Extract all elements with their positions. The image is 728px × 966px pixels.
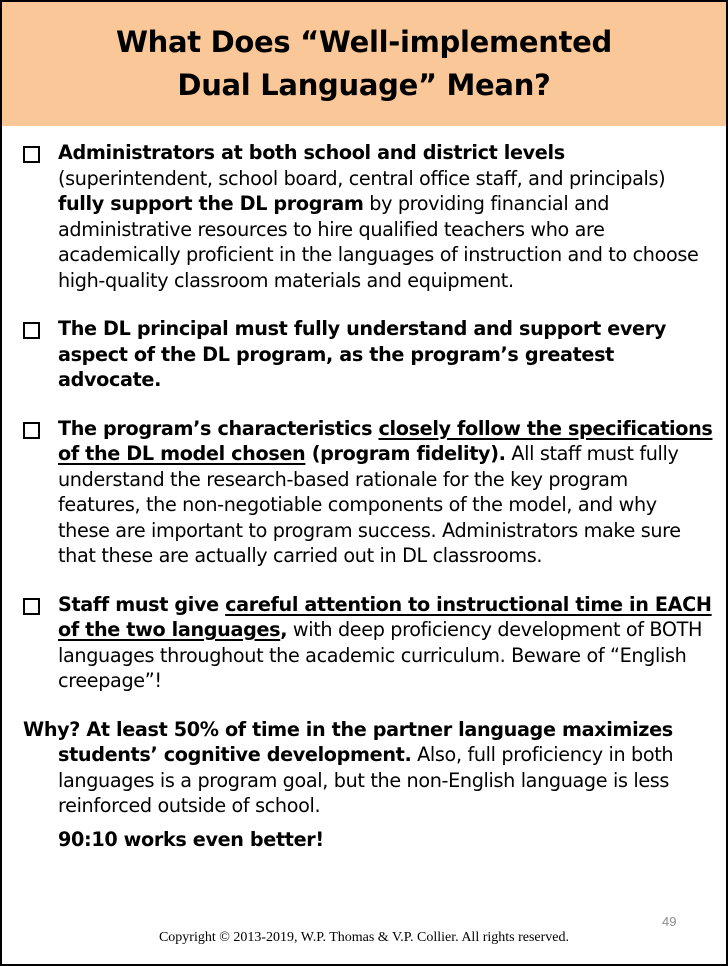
title-banner <box>2 2 726 126</box>
bullet-bold-text: fully support the DL program <box>58 192 364 215</box>
why-bold-text: Why? At least 50% of time in the partner language maximizes students’ cognitive development. <box>23 717 673 766</box>
bullet-text: All staff must fully understand the research-based rationale for the key program features, the non-negotiable components of the model, and why these are important to program success. Administrators make sure that these are actually carried out in DL classrooms. <box>58 442 681 567</box>
bullet-item <box>2 140 726 293</box>
copyright-notice: Copyright © 2013-2019, W.P. Thomas & V.P. Collier. All rights reserved. <box>158 930 570 945</box>
bullet-bold-text: The DL principal must fully understand and support every aspect of the DL program, as the program’s greatest advocate. <box>58 317 666 391</box>
bullet-text: by providing financial and administrative resources to hire qualified teachers who are academically proficient in the languages of instruction and to choose high-quality classroom materials and equipment. <box>58 192 699 292</box>
bullet-bold-text: The program’s characteristics <box>58 416 379 440</box>
title-line-1: What Does “Well-implemented <box>115 25 613 59</box>
checkbox-bullet-icon <box>23 322 40 339</box>
checkbox-bullet-icon <box>23 422 40 439</box>
page-number: 49 <box>662 914 677 929</box>
title-line-2: Dual Language” Mean? <box>177 68 551 102</box>
checkbox-bullet-icon <box>23 146 40 163</box>
why-text: Also, full proficiency in both languages is a program goal, but the non-English language is less reinforced outside of school. <box>58 743 674 817</box>
bullet-bold-text: Staff must give <box>58 592 226 616</box>
slide-body <box>2 140 726 852</box>
bullet-bold-text: Administrators at both school and district levels <box>58 141 565 164</box>
ratio-callout: 90:10 works even better! <box>58 827 324 851</box>
bullet-text: (superintendent, school board, central office staff, and principals) <box>58 166 666 190</box>
checkbox-bullet-icon <box>23 598 40 615</box>
bullet-item <box>2 592 726 694</box>
slide-title <box>116 21 612 107</box>
bullet-underlined-text: closely follow the specifications of the DL model chosen <box>58 416 713 465</box>
bullet-bold-text: , <box>280 618 288 641</box>
bullet-item <box>2 416 726 569</box>
why-paragraph <box>2 717 726 819</box>
bullet-bold-text: (program fidelity). <box>305 442 506 465</box>
bullet-underlined-text: careful attention to instructional time in EACH of the two languages <box>58 592 712 641</box>
bullet-item <box>2 316 726 393</box>
bullet-text: with deep proficiency development of BOTH languages throughout the academic curriculum. Beware of “English creepage”! <box>58 618 703 692</box>
